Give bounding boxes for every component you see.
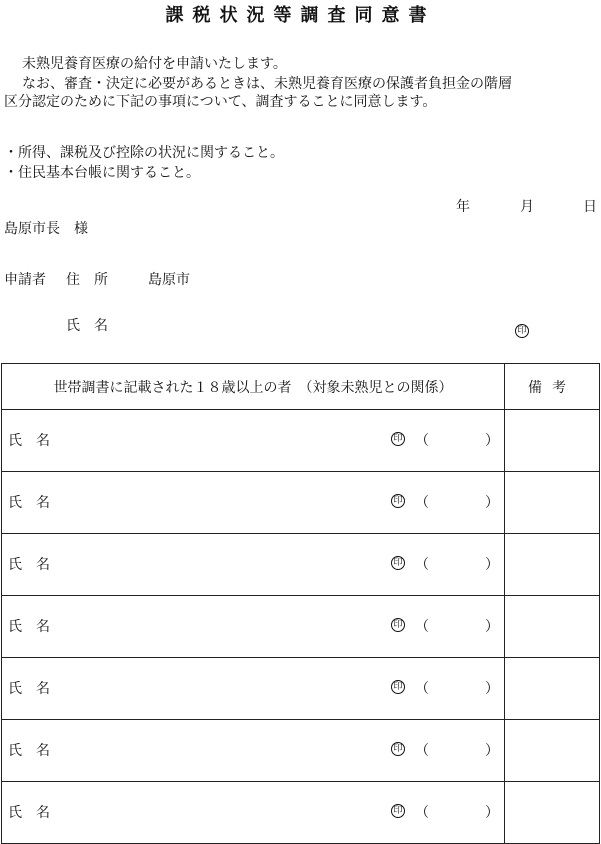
relation-open-paren: （ (415, 557, 429, 573)
row-note-cell[interactable] (505, 410, 600, 472)
row-note-cell[interactable] (505, 596, 600, 658)
row-note-cell[interactable] (505, 782, 600, 844)
table-row (2, 658, 600, 720)
table-row (2, 596, 600, 658)
applicant-label: 申請者 (4, 272, 46, 288)
table-header-note: 備考 (505, 364, 600, 410)
document-title: 課税状況等調査同意書 (165, 5, 436, 26)
seal-icon: 印 (391, 556, 405, 570)
date-month-label: 月 (520, 199, 534, 215)
row-name-label: 氏 名 (8, 681, 50, 697)
row-note-cell[interactable] (505, 534, 600, 596)
relation-close-paren: ） (485, 433, 499, 449)
row-note-cell[interactable] (505, 472, 600, 534)
paragraph-consent-line2: 区分認定のために下記の事項について、調査することに同意します。 (4, 94, 437, 110)
relation-close-paren: ） (485, 619, 499, 635)
date-year-label: 年 (456, 199, 470, 215)
date-day-label: 日 (583, 199, 597, 215)
table-row (2, 534, 600, 596)
applicant-name-label: 氏 名 (66, 318, 108, 334)
household-table (1, 363, 600, 844)
table-row (2, 782, 600, 844)
relation-open-paren: （ (415, 619, 429, 635)
relation-close-paren: ） (485, 805, 499, 821)
relation-open-paren: （ (415, 433, 429, 449)
applicant-address-label: 住 所 (66, 272, 108, 288)
row-name-label: 氏 名 (8, 433, 50, 449)
row-note-cell[interactable] (505, 720, 600, 782)
seal-icon: 印 (391, 804, 405, 818)
applicant-seal-icon (515, 318, 529, 338)
applicant-address-value: 島原市 (148, 272, 190, 288)
bullet-income-tax: ・所得、課税及び控除の状況に関すること。 (4, 145, 284, 161)
relation-close-paren: ） (485, 743, 499, 759)
paragraph-application: 未熟児養育医療の給付を申請いたします。 (22, 56, 287, 72)
relation-close-paren: ） (485, 557, 499, 573)
relation-close-paren: ） (485, 681, 499, 697)
seal-glyph: 印 (515, 324, 529, 338)
seal-icon: 印 (391, 618, 405, 632)
row-name-label: 氏 名 (8, 557, 50, 573)
relation-open-paren: （ (415, 495, 429, 511)
seal-icon: 印 (391, 742, 405, 756)
relation-close-paren: ） (485, 495, 499, 511)
table-row (2, 472, 600, 534)
table-row (2, 410, 600, 472)
row-name-label: 氏 名 (8, 495, 50, 511)
bullet-resident-register: ・住民基本台帳に関すること。 (4, 165, 200, 181)
seal-icon: 印 (391, 494, 405, 508)
table-header-main: 世帯調書に記載された１８歳以上の者 （対象未熟児との関係） (2, 364, 505, 410)
relation-open-paren: （ (415, 805, 429, 821)
relation-open-paren: （ (415, 743, 429, 759)
paragraph-consent-line1: なお、審査・決定に必要があるときは、未熟児養育医療の保護者負担金の階層 (22, 76, 512, 92)
addressee: 島原市長 様 (4, 221, 88, 237)
seal-icon: 印 (391, 432, 405, 446)
table-row (2, 720, 600, 782)
row-name-label: 氏 名 (8, 619, 50, 635)
row-name-label: 氏 名 (8, 805, 50, 821)
row-name-label: 氏 名 (8, 743, 50, 759)
relation-open-paren: （ (415, 681, 429, 697)
row-note-cell[interactable] (505, 658, 600, 720)
seal-icon: 印 (391, 680, 405, 694)
